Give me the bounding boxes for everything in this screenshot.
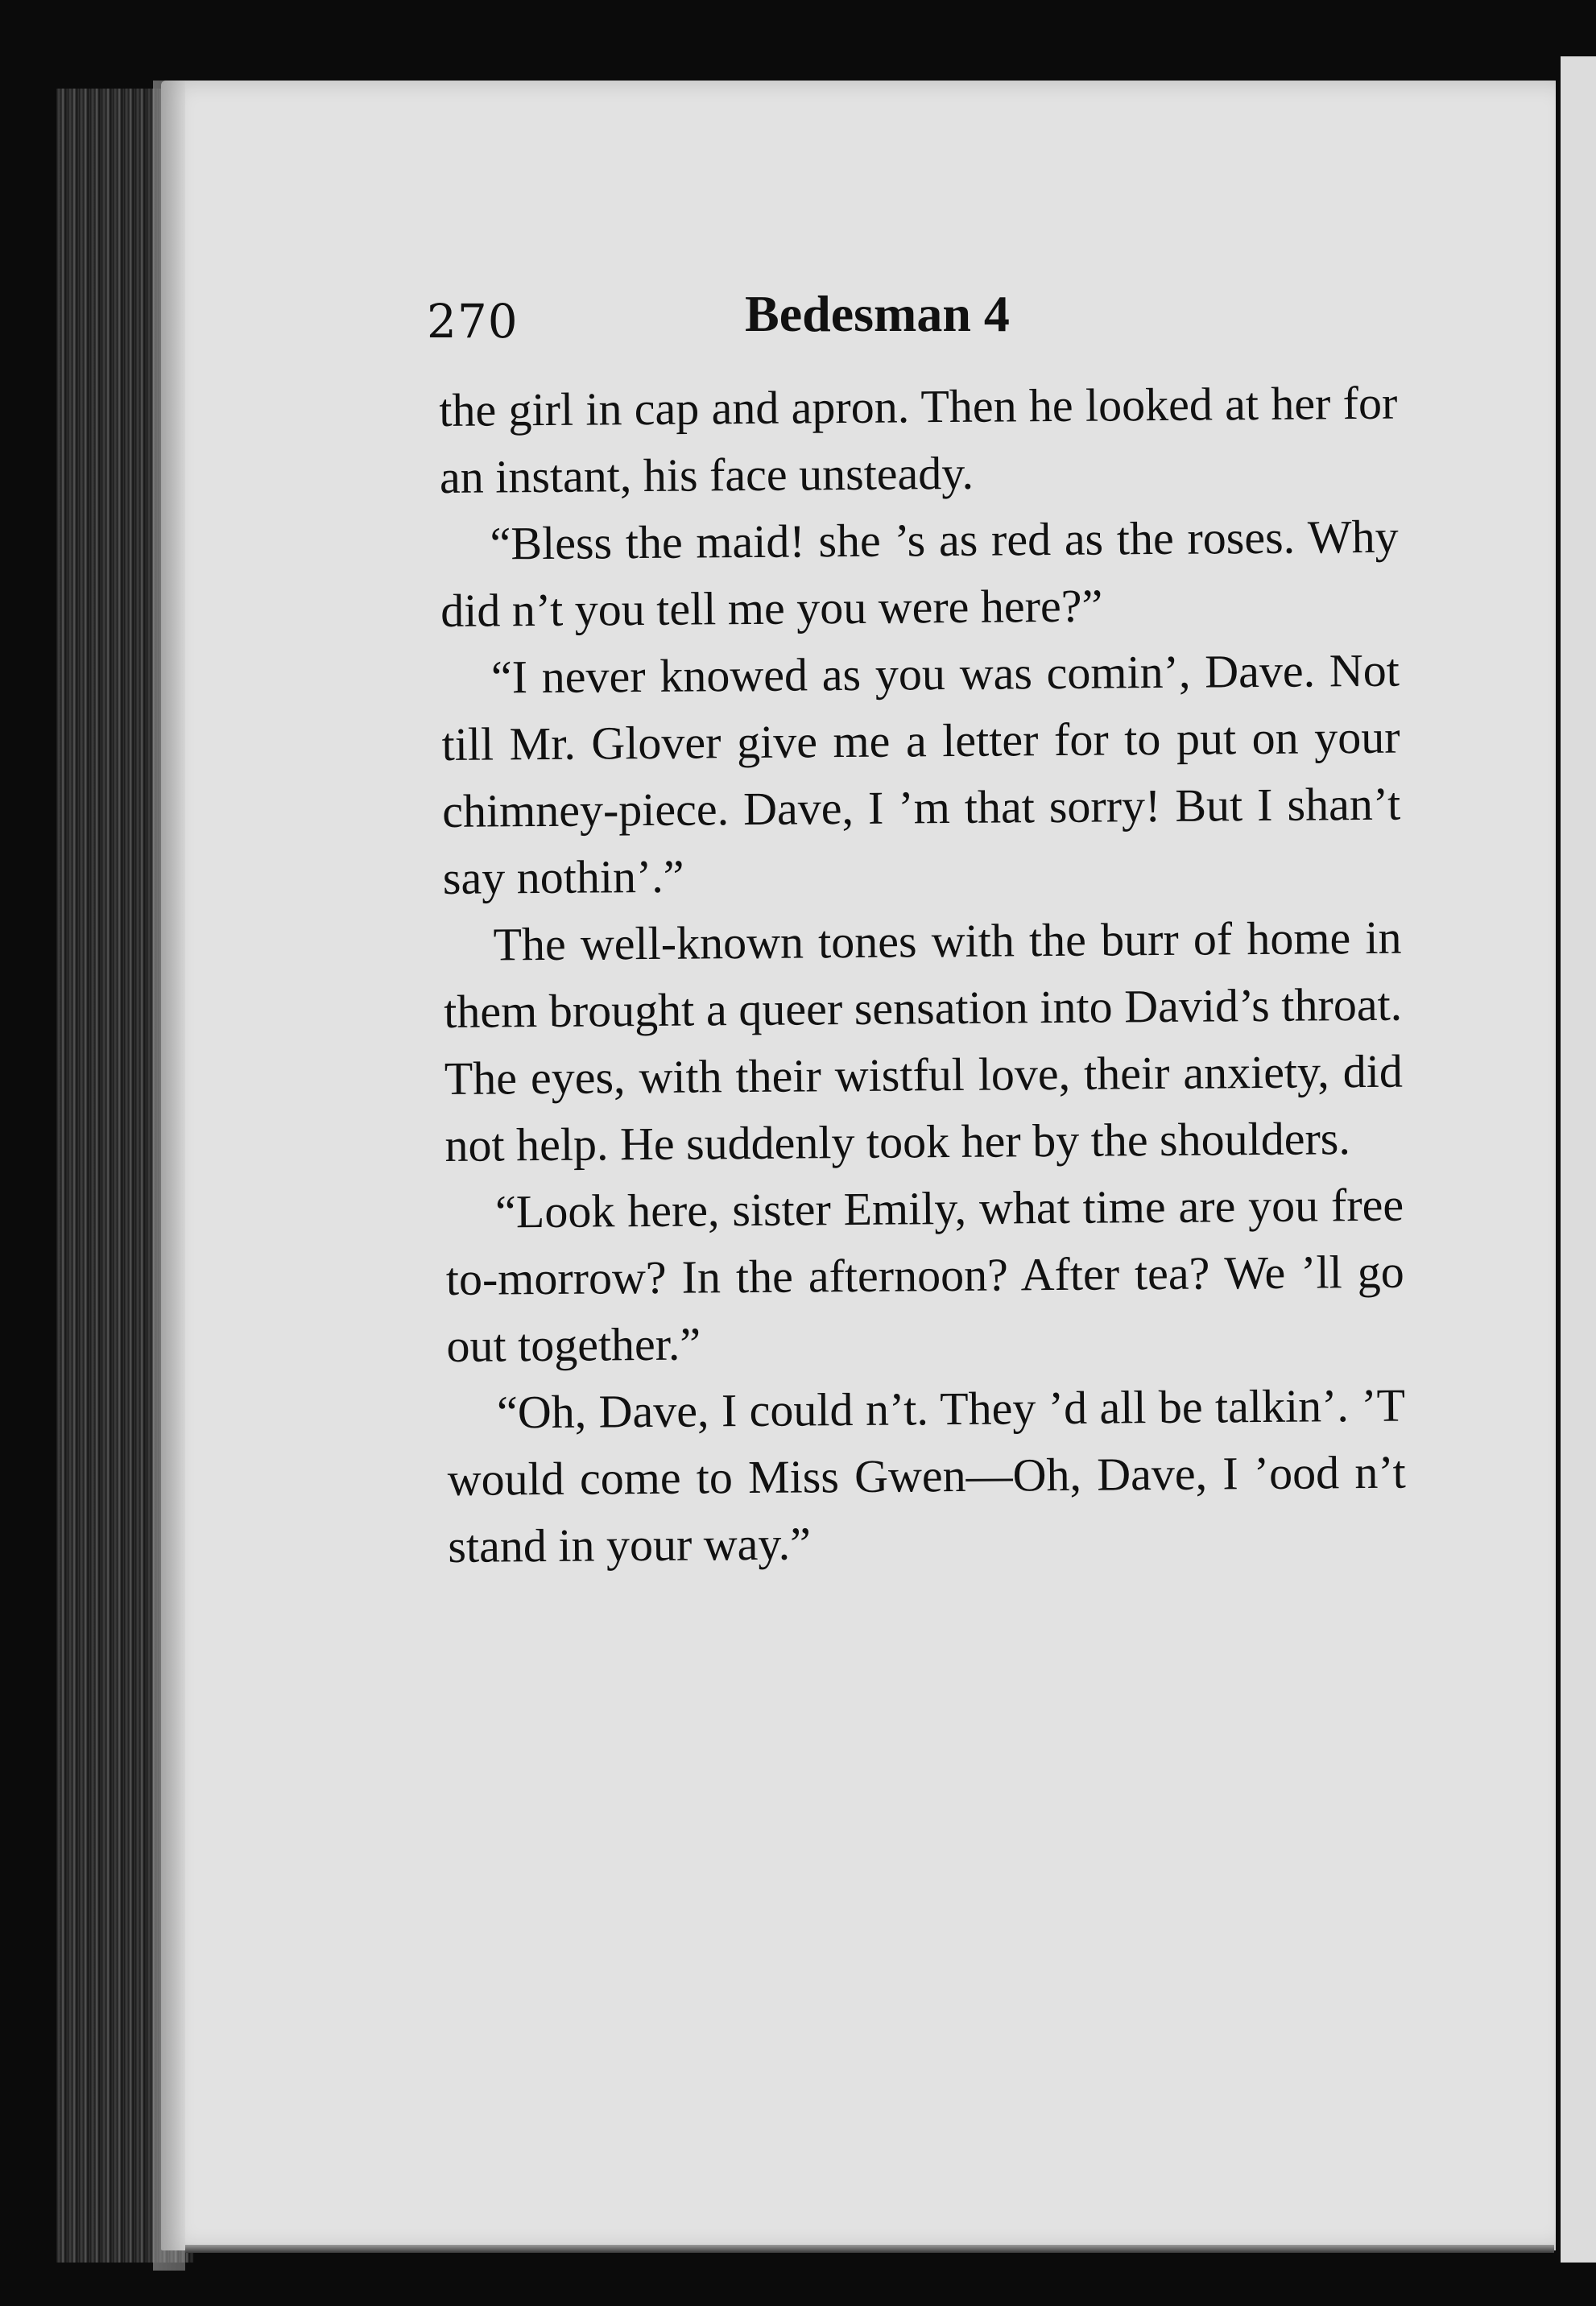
page-gutter-shadow — [153, 81, 185, 2271]
page-header — [427, 278, 1393, 350]
paragraph-dialogue: “I never knowed as you was comin’, Dave. Not till Mr. Glover give me a letter for to put on your chimney-piece. Dave, I ’m that sorry! But I shan’t say nothin’.” — [441, 643, 1401, 904]
paragraph-continuation: the girl in cap and apron. Then he looked at her for an instant, his face unsteady. — [439, 376, 1398, 503]
paragraph-narrative: The well-known tones with the burr of home in them brought a queer sensation into David’s throat. The eyes, with their wistful love, their anxiety, did not help. He suddenly took her by the shoulders. — [443, 911, 1404, 1172]
paragraph-dialogue: “Look here, sister Emily, what time are you free to-morrow? In the afternoon? After tea? We ’ll go out together.” — [445, 1178, 1405, 1372]
paragraph-dialogue: “Bless the maid! she ’s as red as the roses. Why did n’t you tell me you were here?” — [440, 510, 1399, 637]
page-number: 270 — [427, 294, 519, 349]
running-head: Bedesman 4 — [745, 285, 1010, 342]
body-text — [439, 370, 1407, 1580]
paragraph-dialogue: “Oh, Dave, I could n’t. They ’d all be talkin’. ’T would come to Miss Gwen—Oh, Dave, I ’ood n’t stand in your way.” — [447, 1378, 1406, 1572]
facing-page-edge — [1556, 56, 1596, 2263]
page-bottom-edge — [185, 2245, 1554, 2253]
